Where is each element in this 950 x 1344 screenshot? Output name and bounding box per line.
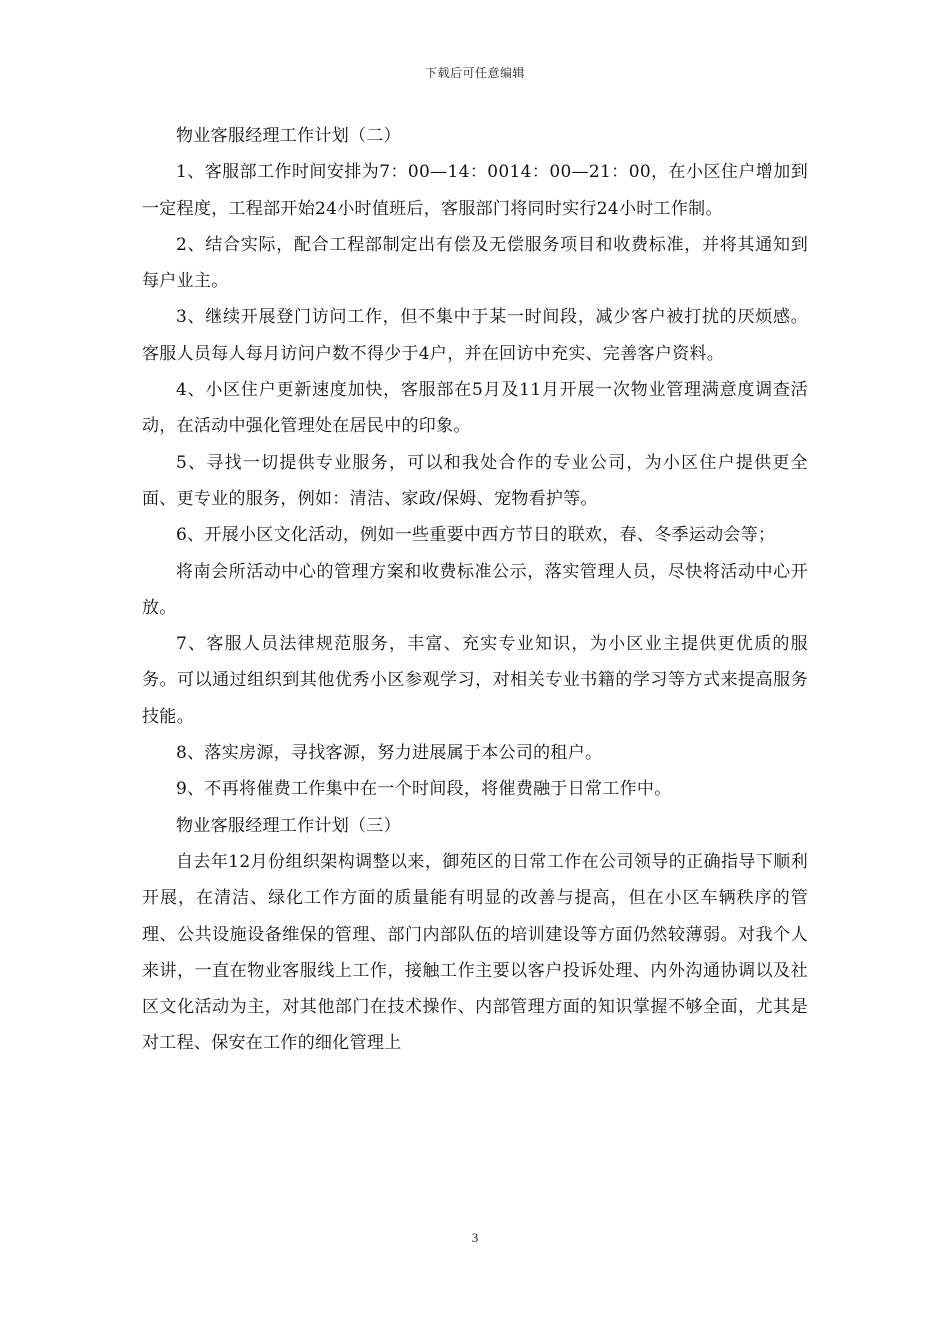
paragraph: 3、继续开展登门访问工作，但不集中于某一时间段，减少客户被打扰的厌烦感。客服人员每人每月访问户数不得少于4户，并在回访中充实、完善客户资料。 <box>142 307 808 364</box>
paragraph: 9、不再将催费工作集中在一个时间段，将催费融于日常工作中。 <box>176 779 672 800</box>
paragraph: 8、落实房源，寻找客源，努力进展属于本公司的租户。 <box>176 743 603 764</box>
paragraph: 自去年12月份组织架构调整以来，御苑区的日常工作在公司领导的正确指导下顺利开展，在清洁、绿化工作方面的质量能有明显的改善与提高，但在小区车辆秩序的管理、公共设施设备维保的管理、部门内部队伍的培训建设等方面仍然较薄弱。对我个人来讲，一直在物业客服线上工作，接触工作主要以客户投诉处理、内外沟通协调以及社区文化活动为主，对其他部门在技术操作、内部管理方面的知识掌握不够全面，尤其是对工程、保安在工作的细化管理上 <box>142 851 808 1054</box>
document-body <box>142 118 808 1062</box>
paragraph: 6、开展小区文化活动，例如一些重要中西方节日的联欢，春、冬季运动会等； <box>176 525 776 546</box>
paragraph: 2、结合实际，配合工程部制定出有偿及无偿服务项目和收费标准，并将其通知到每户业主。 <box>142 234 808 292</box>
section-heading: 物业客服经理工作计划（三） <box>176 815 401 836</box>
paragraph: 5、寻找一切提供专业服务，可以和我处合作的专业公司，为小区住户提供更全面、更专业的服务，例如：清洁、家政/保姆、宠物看护等。 <box>142 452 808 509</box>
paragraph: 1、客服部工作时间安排为7：00—14：0014：00—21：00，在小区住户增加到一定程度，工程部开始24小时值班后，客服部门将同时实行24小时工作制。 <box>142 162 808 219</box>
page-number: 3 <box>471 1230 479 1245</box>
paragraph: 将南会所活动中心的管理方案和收费标准公示，落实管理人员，尽快将活动中心开放。 <box>142 561 808 618</box>
section-heading: 物业客服经理工作计划（二） <box>176 126 401 146</box>
paragraph: 4、小区住户更新速度加快，客服部在5月及11月开展一次物业管理满意度调查活动，在活动中强化管理处在居民中的印象。 <box>142 380 808 437</box>
page-header: 下载后可任意编辑 <box>424 66 525 80</box>
paragraph: 7、客服人员法律规范服务，丰富、充实专业知识，为小区业主提供更优质的服务。可以通过组织到其他优秀小区参观学习，对相关专业书籍的学习等方式来提高服务技能。 <box>142 634 808 727</box>
